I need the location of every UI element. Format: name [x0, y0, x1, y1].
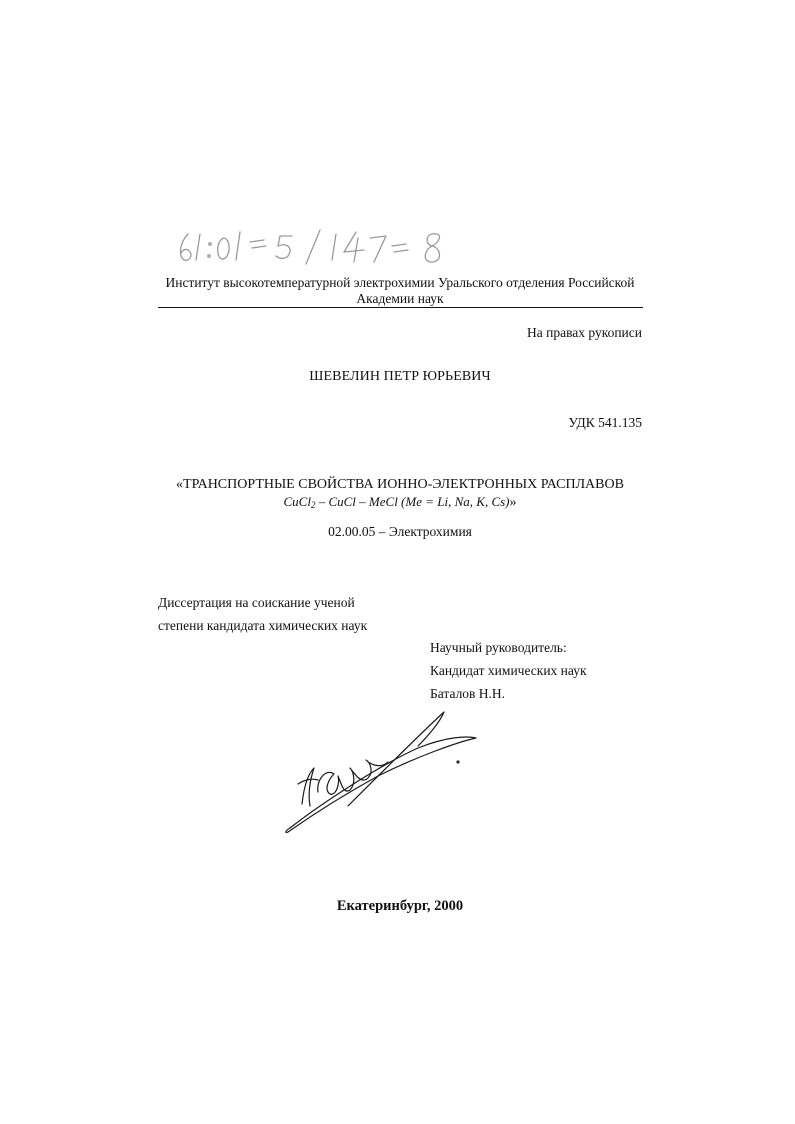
dissertation-line-1: Диссертация на соискание ученой — [158, 595, 355, 610]
institute-line-2: Академии наук — [356, 291, 444, 306]
supervisor-block — [430, 636, 587, 705]
supervisor-name: Баталов Н.Н. — [430, 686, 506, 701]
title-line-2 — [150, 493, 650, 514]
handwritten-signature — [278, 706, 488, 836]
institute-name — [150, 275, 650, 307]
supervisor-role: Научный руководитель: — [430, 640, 567, 655]
formula-subscript: 2 — [310, 500, 316, 510]
specialty-code: 02.00.05 – Электрохимия — [328, 524, 472, 539]
manuscript-note: На правах рукописи — [526, 325, 642, 340]
dissertation-title — [150, 476, 650, 514]
title-closing-quote: » — [509, 495, 517, 510]
author-name: ШЕВЕЛИН ПЕТР ЮРЬЕВИЧ — [309, 369, 491, 384]
formula-part-2: – CuCl – MeCl (Me = Li, Na, K, Cs) — [315, 494, 510, 509]
formula-part-1: CuCl — [283, 494, 311, 509]
dissertation-line-2: степени кандидата химических наук — [158, 618, 368, 633]
handwritten-archive-code — [170, 212, 490, 272]
supervisor-degree: Кандидат химических наук — [430, 663, 587, 678]
header-rule — [158, 307, 643, 308]
title-formula — [284, 494, 510, 509]
city-and-year: Екатеринбург, 2000 — [336, 898, 464, 914]
udc-code: УДК 541.135 — [568, 415, 642, 430]
dissertation-statement — [158, 591, 367, 637]
institute-line-1: Институт высокотемпературной электрохимии Уральского отделения Российской — [165, 275, 635, 290]
title-line-1: «ТРАНСПОРТНЫЕ СВОЙСТВА ИОННО-ЭЛЕКТРОННЫХ РАСПЛАВОВ — [176, 477, 624, 492]
